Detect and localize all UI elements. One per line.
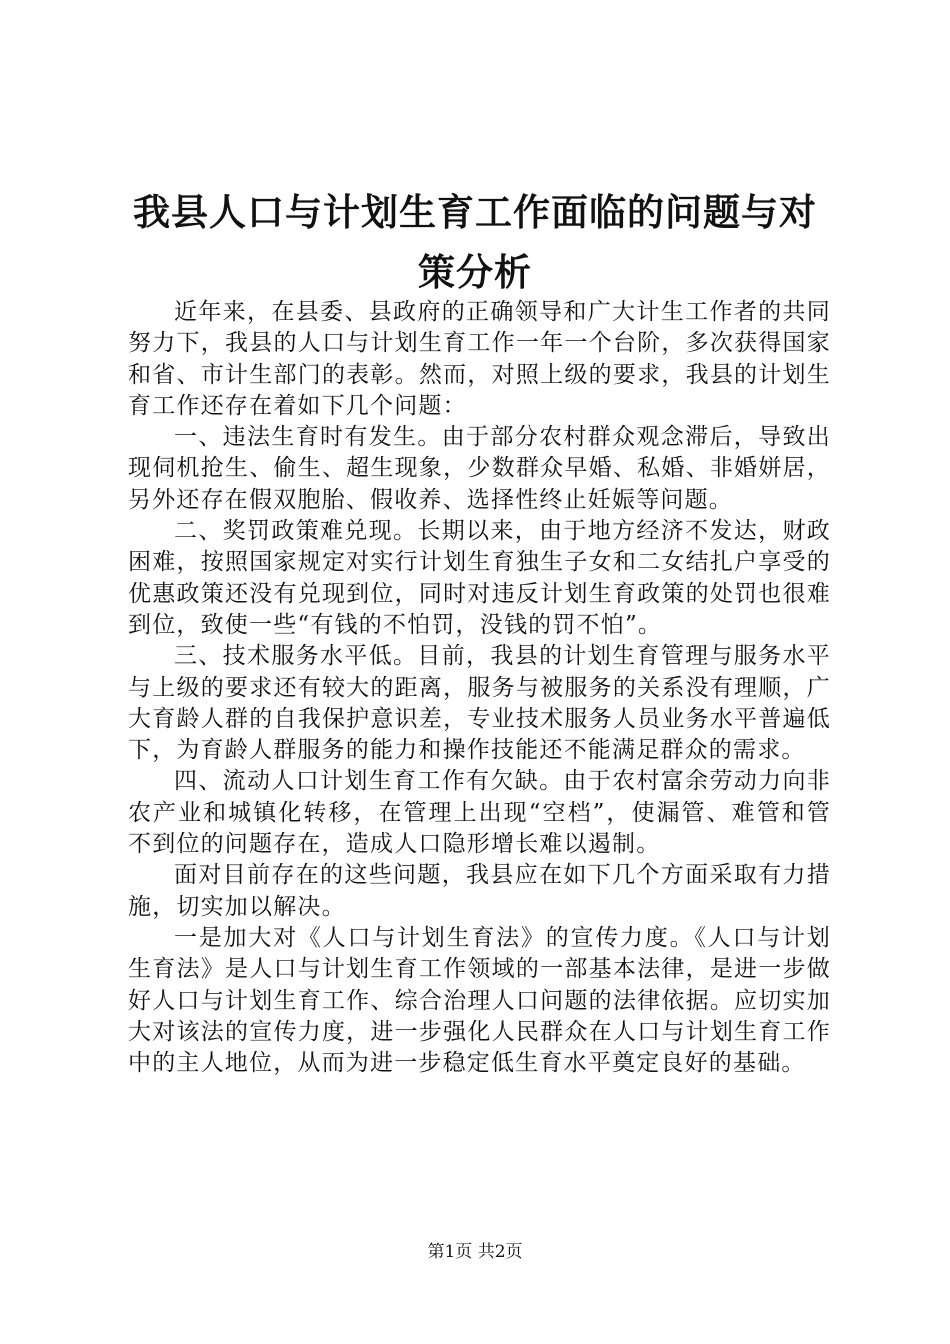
paragraph-problem-4: 四、流动人口计划生育工作有欠缺。由于农村富余劳动力向非农产业和城镇化转移，在管理上出现“空档”，使漏管、难管和管不到位的问题存在，造成人口隐形增长难以遏制。	[128, 768, 831, 858]
paragraph-transition: 面对目前存在的这些问题，我县应在如下几个方面采取有力措施，切实加以解决。	[128, 862, 831, 920]
document-body	[128, 297, 831, 1079]
paragraph-problem-1: 一、违法生育时有发生。由于部分农村群众观念滞后，导致出现伺机抢生、偷生、超生现象，少数群众早婚、私婚、非婚姘居，另外还存在假双胞胎、假收养、选择性终止妊娠等问题。	[128, 424, 831, 513]
page-number-footer: 第1页 共2页	[427, 1242, 523, 1262]
paragraph-measure-1: 一是加大对《人口与计划生育法》的宣传力度。《人口与计划生育法》是人口与计划生育工作领域的一部基本法律，是进一步做好人口与计划生育工作、综合治理人口问题的法律依据。应切实加大对该法的宣传力度，进一步强化人民群众在人口与计划生育工作中的主人地位，从而为进一步稳定低生育水平奠定良好的基础。	[128, 924, 831, 1077]
paragraph-problem-2: 二、奖罚政策难兑现。长期以来，由于地方经济不发达，财政困难，按照国家规定对实行计划生育独生子女和二女结扎户享受的优惠政策还没有兑现到位，同时对违反计划生育政策的处罚也很难到位，致使一些“有钱的不怕罚，没钱的罚不怕”。	[128, 518, 831, 638]
document-title: 我县人口与计划生育工作面临的问题与对策分析	[133, 190, 817, 294]
paragraph-problem-3: 三、技术服务水平低。目前，我县的计划生育管理与服务水平与上级的要求还有较大的距离，服务与被服务的关系没有理顺，广大育龄人群的自我保护意识差，专业技术服务人员业务水平普遍低下，为育龄人群服务的能力和操作技能还不能满足群众的需求。	[128, 643, 831, 764]
paragraph-intro: 近年来，在县委、县政府的正确领导和广大计生工作者的共同努力下，我县的人口与计划生育工作一年一个台阶，多次获得国家和省、市计生部门的表彰。然而，对照上级的要求，我县的计划生育工作还存在着如下几个问题：	[128, 299, 831, 419]
